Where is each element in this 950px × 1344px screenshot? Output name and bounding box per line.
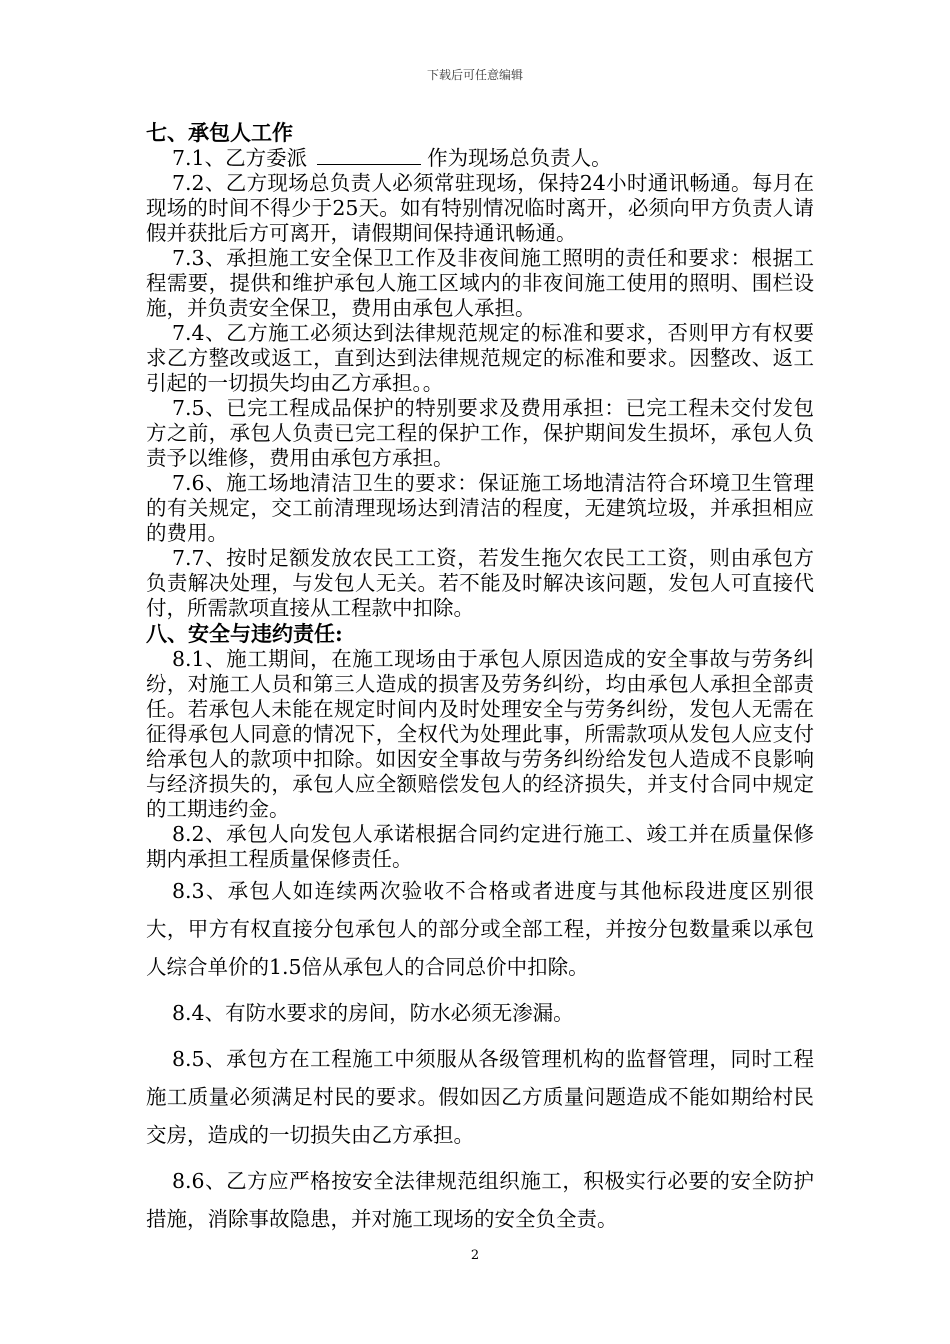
page-header-note: 下载后可任意编辑 — [426, 68, 523, 82]
clause-7-1 — [146, 146, 814, 171]
clause-7-2: 7.2、乙方现场总负责人必须常驻现场，保持24小时通讯畅通。每月在现场的时间不得少于25天。如有特别情况临时离开，必须向甲方负责人请假并获批后方可离开，请假期间保持通讯畅通。 — [146, 171, 814, 245]
clause-8-4: 8.4、有防水要求的房间，防水必须无渗漏。 — [172, 1001, 574, 1025]
clause-8-2: 8.2、承包人向发包人承诺根据合同约定进行施工、竣工并在质量保修期内承担工程质量保修责任。 — [146, 822, 814, 871]
clause-7-1-prefix: 7.1、乙方委派 — [172, 146, 308, 170]
document-body — [146, 120, 814, 1238]
section-8-title: 八、安全与违约责任: — [146, 621, 343, 646]
clause-7-7: 7.7、按时足额发放农民工工资，若发生拖欠农民工工资，则由承包方负责解决处理，与发包人无关。若不能及时解决该问题，发包人可直接代付，所需款项直接从工程款中扣除。 — [146, 546, 814, 620]
page-number: 2 — [470, 1248, 480, 1263]
clause-7-4: 7.4、乙方施工必须达到法律规范规定的标准和要求，否则甲方有权要求乙方整改或返工，直到达到法律规范规定的标准和要求。因整改、返工引起的一切损失均由乙方承担。。 — [146, 321, 814, 395]
clause-8-3: 8.3、承包人如连续两次验收不合格或者进度与其他标段进度区别很大，甲方有权直接分包承包人的部分或全部工程，并按分包数量乘以承包人综合单价的1.5倍从承包人的合同总价中扣除。 — [146, 879, 814, 979]
clause-7-3: 7.3、承担施工安全保卫工作及非夜间施工照明的责任和要求：根据工程需要，提供和维护承包人施工区域内的非夜间施工使用的照明、围栏设施，并负责安全保卫，费用由承包人承担。 — [146, 246, 814, 320]
clause-7-6: 7.6、施工场地清洁卫生的要求：保证施工场地清洁符合环境卫生管理的有关规定，交工前清理现场达到清洁的程度，无建筑垃圾，并承担相应的费用。 — [146, 471, 814, 545]
clause-8-1: 8.1、施工期间，在施工现场由于承包人原因造成的安全事故与劳务纠纷，对施工人员和第三人造成的损害及劳务纠纷，均由承包人承担全部责任。若承包人未能在规定时间内及时处理安全与劳务纠纷，发包人无需在征得承包人同意的情况下，全权代为处理此事，所需款项从发包人应支付给承包人的款项中扣除。如因安全事故与劳务纠纷给发包人造成不良影响与经济损失的，承包人应全额赔偿发包人的经济损失，并支付合同中规定的工期违约金。 — [146, 647, 814, 821]
clause-8-5: 8.5、承包方在工程施工中须服从各级管理机构的监督管理，同时工程施工质量必须满足村民的要求。假如因乙方质量问题造成不能如期给村民交房，造成的一切损失由乙方承担。 — [146, 1047, 814, 1147]
representative-name-blank[interactable] — [317, 146, 421, 165]
clause-8-6: 8.6、乙方应严格按安全法律规范组织施工，积极实行必要的安全防护措施，消除事故隐患，并对施工现场的安全负全责。 — [146, 1169, 814, 1231]
clause-7-5: 7.5、已完工程成品保护的特别要求及费用承担：已完工程未交付发包方之前，承包人负责已完工程的保护工作，保护期间发生损坏，承包人负责予以维修，费用由承包方承担。 — [146, 396, 814, 470]
clause-7-1-suffix: 作为现场总负责人。 — [427, 146, 612, 170]
section-7-title: 七、承包人工作 — [146, 120, 293, 145]
